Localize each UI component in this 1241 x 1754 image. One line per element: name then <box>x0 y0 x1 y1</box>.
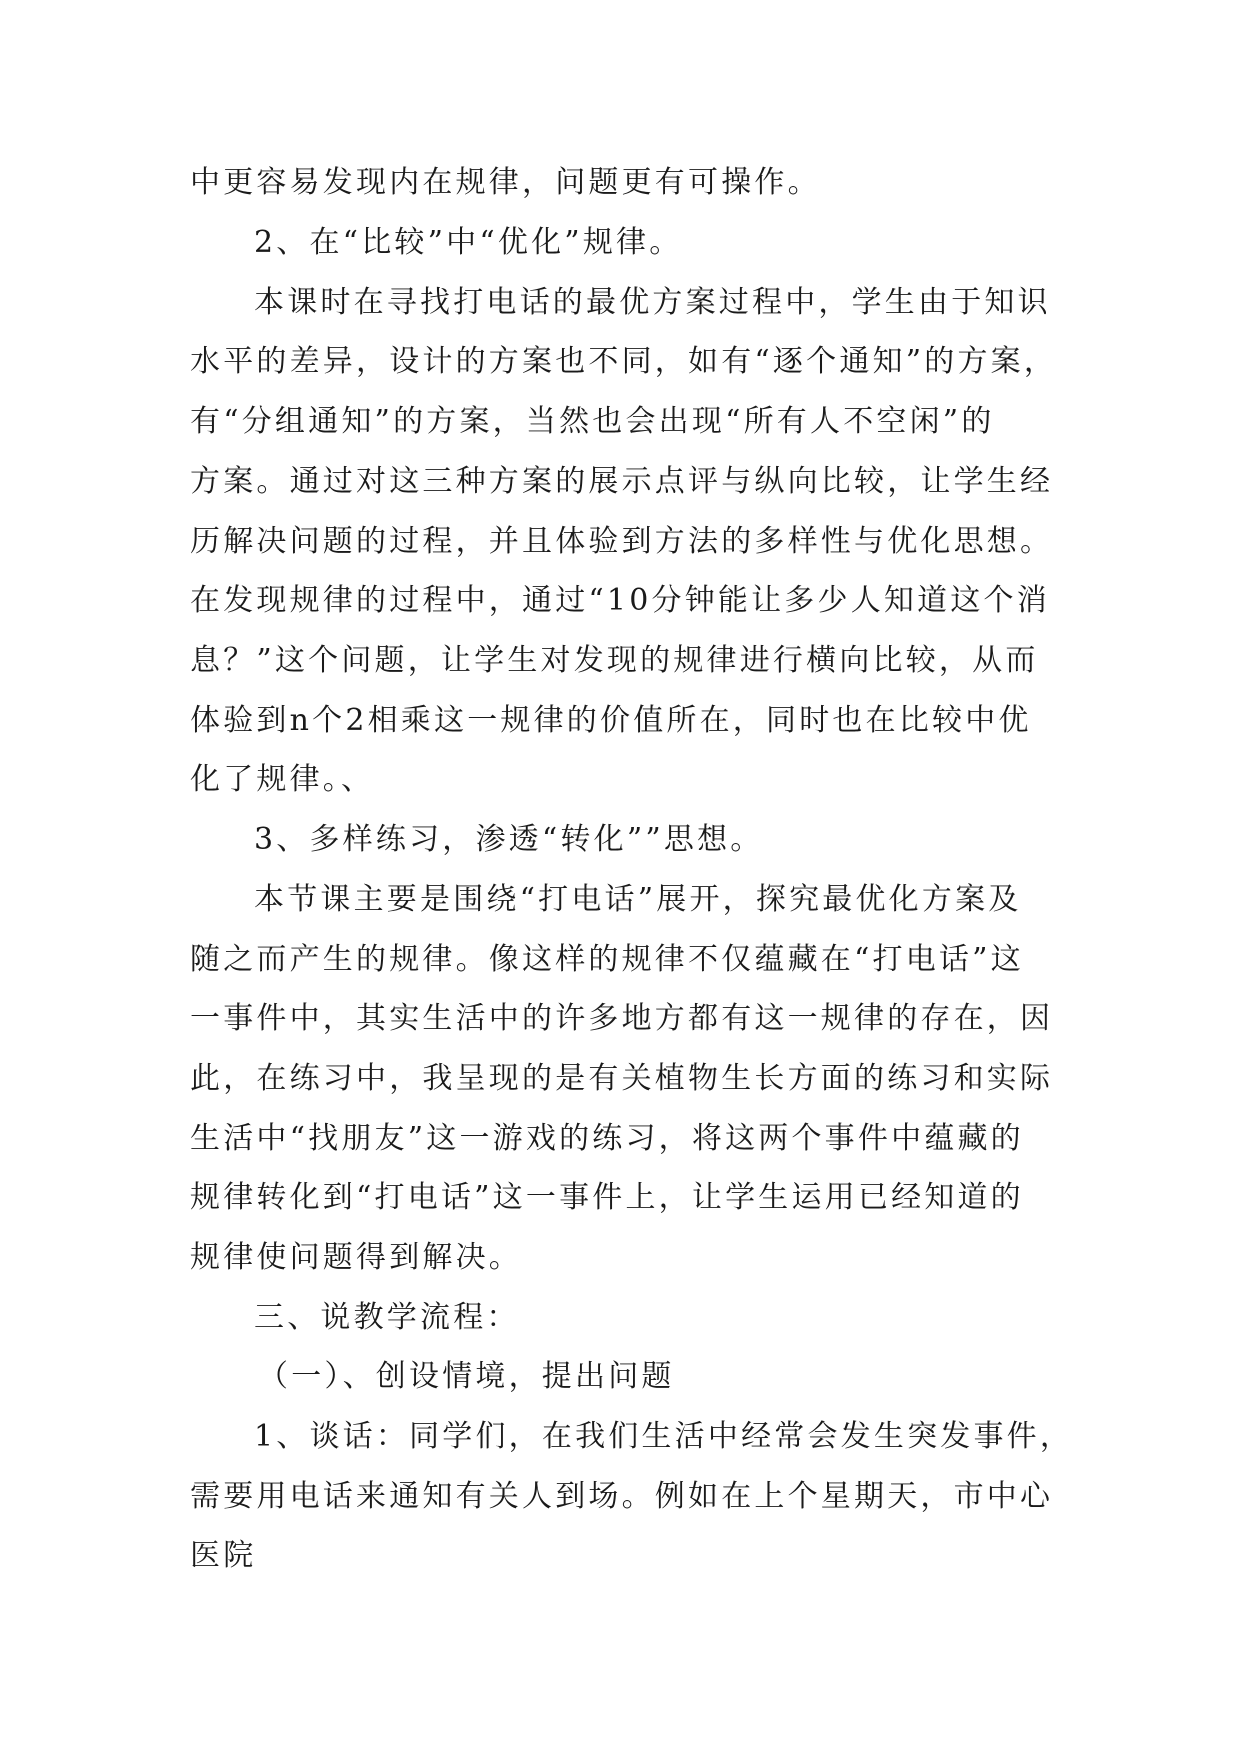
text-line: 医院 <box>190 1538 257 1573</box>
text-line: 历解决问题的过程，并且体验到方法的多样性与优化思想。 <box>190 524 1054 559</box>
section-heading: 3、多样练习，渗透“转化””思想。 <box>254 822 764 857</box>
text-line: 水平的差异，设计的方案也不同，如有“逐个通知”的方案， <box>190 344 1058 379</box>
text-line: 生活中“找朋友”这一游戏的练习，将这两个事件中蕴藏的 <box>190 1121 1024 1156</box>
text-line: 规律转化到“打电话”这一事件上，让学生运用已经知道的 <box>190 1180 1024 1215</box>
text-line: 此，在练习中，我呈现的是有关植物生长方面的练习和实际 <box>190 1061 1054 1096</box>
text-line: 需要用电话来通知有关人到场。例如在上个星期天，市中心 <box>190 1479 1054 1514</box>
text-line: 本节课主要是围绕“打电话”展开，探究最优化方案及 <box>254 882 1022 917</box>
text-line: 规律使问题得到解决。 <box>190 1240 522 1275</box>
section-heading: 三、说教学流程： <box>254 1300 520 1335</box>
text-line: 体验到n个2相乘这一规律的价值所在，同时也在比较中优 <box>190 703 1032 738</box>
subsection-heading: （一）、创设情境，提出问题 <box>258 1359 675 1394</box>
text-line: 息？”这个问题，让学生对发现的规律进行横向比较，从而 <box>190 643 1039 678</box>
text-line: 有“分组通知”的方案，当然也会出现“所有人不空闲”的 <box>190 404 995 439</box>
text-line: 随之而产生的规律。像这样的规律不仅蕴藏在“打电话”这 <box>190 942 1024 977</box>
text-line: 在发现规律的过程中，通过“10分钟能让多少人知道这个消 <box>190 583 1050 618</box>
text-line: 中更容易发现内在规律，问题更有可操作。 <box>190 165 821 200</box>
text-line: 1、谈话：同学们，在我们生活中经常会发生突发事件， <box>254 1419 1074 1454</box>
section-heading: 2、在“比较”中“优化”规律。 <box>254 225 683 260</box>
text-line: 方案。通过对这三种方案的展示点评与纵向比较，让学生经 <box>190 464 1054 499</box>
text-line: 本课时在寻找打电话的最优方案过程中，学生由于知识 <box>254 285 1051 320</box>
text-line: 化了规律。、 <box>190 762 375 797</box>
text-line: 一事件中，其实生活中的许多地方都有这一规律的存在，因 <box>190 1001 1054 1036</box>
